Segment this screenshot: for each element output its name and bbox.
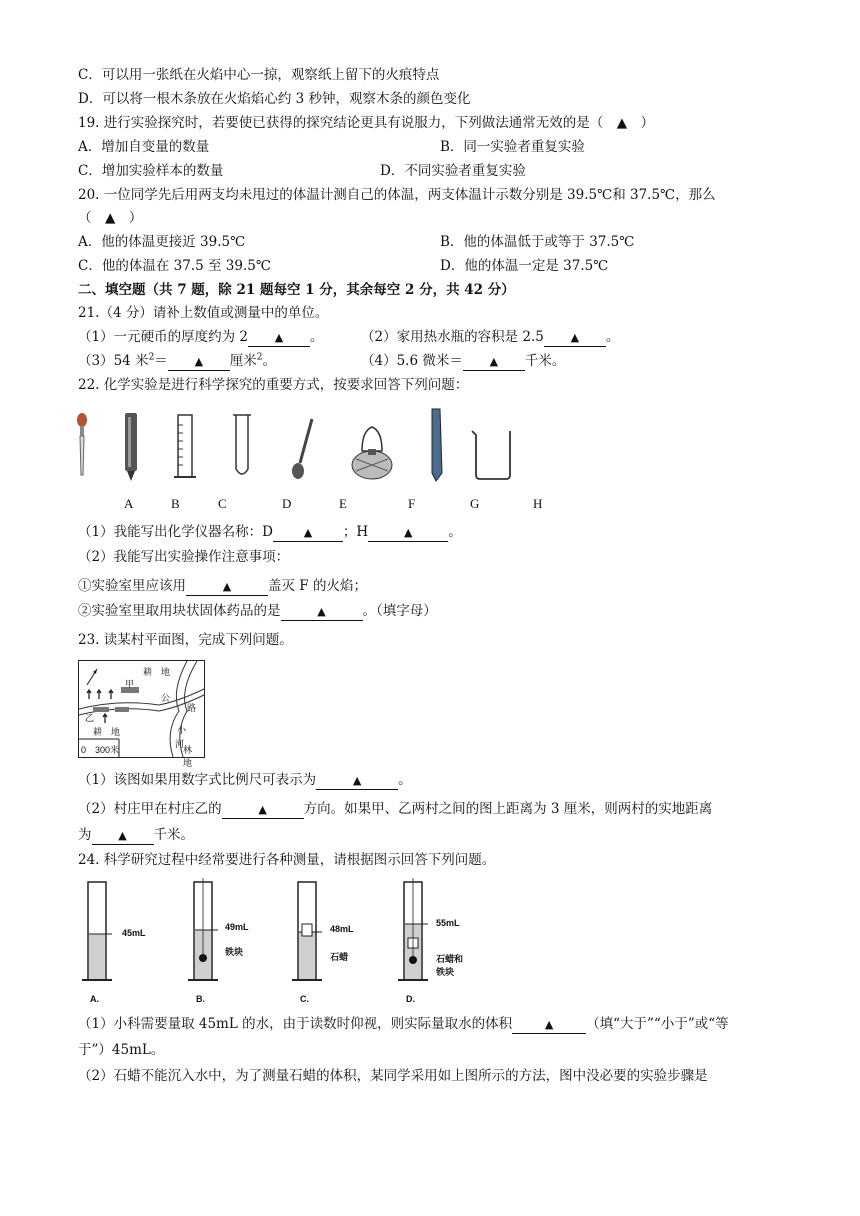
option-d: D．他的体温一定是 37.5℃ <box>440 258 609 274</box>
tweezers-icon <box>432 409 442 481</box>
option-c: C．他的体温在 37.5 至 39.5℃ <box>78 258 271 274</box>
question-22-2-b: ②实验室里取用块状固体药品的是 ▲ 。（填字母） <box>78 603 437 619</box>
cylinder-a <box>82 882 112 980</box>
map-label: 林 地 <box>183 745 202 768</box>
question-22-2: （2）我能写出实验操作注意事项： <box>78 549 290 565</box>
question-21-3: （3）54 米$^2$＝ ▲ 厘米$^2$。 <box>78 352 277 369</box>
cylinder-object: 铁块 <box>436 967 455 977</box>
question-21: 21.（4 分）请补上数值或测量中的单位。 <box>78 305 329 321</box>
cylinder-letter: D. <box>406 994 415 1004</box>
cylinder-reading: 49mL <box>225 922 249 932</box>
question-19: 19. 进行实验探究时，若要使已获得的探究结论更具有说服力，下列做法通常无效的是（ ▲ ） <box>78 115 655 131</box>
cylinder-object: 铁块 <box>225 947 244 957</box>
question-23-1: （1）该图如果用数字式比例尺可表示为 ▲ 。 <box>78 772 412 788</box>
answer-blank[interactable]: ▲ <box>273 524 343 542</box>
question-24: 24. 科学研究过程中经常要进行各种测量，请根据图示回答下列问题。 <box>78 852 496 868</box>
graduated-cylinder-icon <box>174 415 196 477</box>
option-text: C．可以用一张纸在火焰中心一掠，观察纸上留下的火痕特点 <box>78 67 440 83</box>
option-a: A．他的体温更接近 39.5℃ <box>78 234 246 250</box>
map-label: 路 <box>187 703 197 713</box>
question-21-4: （4）5.6 微米＝ ▲ 千米。 <box>361 353 566 369</box>
test-tube-icon <box>233 415 251 474</box>
answer-blank[interactable]: ▲ <box>92 827 154 845</box>
question-21-2: （2）家用热水瓶的容积是 2.5 ▲ 。 <box>361 329 620 345</box>
lab-instruments-figure <box>70 405 550 487</box>
question-24-1-cont: 于”）45mL。 <box>78 1042 165 1058</box>
instrument-label: D <box>282 496 292 511</box>
cylinder-reading: 48mL <box>330 924 354 934</box>
cylinder-reading: 45mL <box>122 928 146 938</box>
option-a: A．增加自变量的数量 <box>78 139 210 155</box>
instrument-label: A <box>124 496 134 511</box>
cylinder-reading: 55mL <box>436 918 460 928</box>
cylinder-d <box>398 878 428 980</box>
marker-pen-icon <box>125 413 137 481</box>
question-24-2: （2）石蜡不能沉入水中，为了测量石蜡的体积，某同学采用如上图所示的方法，图中没必要的实验步骤是 <box>78 1068 708 1084</box>
map-label: 甲 <box>125 679 135 689</box>
beaker-icon <box>472 431 510 479</box>
question-23: 23. 读某村平面图，完成下列问题。 <box>78 632 293 648</box>
option-text: D．可以将一根木条放在火焰焰心约 3 秒钟，观察木条的颜色变化 <box>78 91 471 107</box>
question-20: 20. 一位同学先后用两支均未甩过的体温计测自己的体温，两支体温计示数分别是 39.5℃和 37.5℃，那么 <box>78 187 716 203</box>
option-b: B．同一实验者重复实验 <box>440 139 585 155</box>
map-label: 耕 地 <box>93 727 121 737</box>
question-22: 22. 化学实验是进行科学探究的重要方式，按要求回答下列问题： <box>78 377 469 393</box>
answer-blank[interactable]: ▲ <box>544 329 606 347</box>
spoon-icon <box>292 419 312 479</box>
answer-blank[interactable]: ▲ <box>463 353 525 371</box>
question-24-1: （1）小科需要量取 45mL 的水，由于读数时仰视，则实际量取水的体积 ▲ （填“大于”“小于”或“等 <box>78 1016 729 1032</box>
question-22-2-a: ①实验室里应该用 ▲ 盖灭 F 的火焰； <box>78 578 367 594</box>
question-23-2: （2）村庄甲在村庄乙的 ▲ 方向。如果甲、乙两村之间的图上距离为 3 厘米，则两村的实地距离 <box>78 801 713 817</box>
answer-blank[interactable]: ▲ <box>168 353 230 371</box>
option-b: B．他的体温低于或等于 37.5℃ <box>440 234 635 250</box>
question-22-1: （1）我能写出化学仪器名称：D ▲ ；H ▲ 。 <box>78 524 462 540</box>
map-scale: 0 300米 <box>81 745 120 755</box>
cylinder-object: 石蜡和 <box>436 954 464 964</box>
map-label: 河 <box>175 739 185 749</box>
answer-blank[interactable]: ▲ <box>368 524 448 542</box>
cylinder-letter: B. <box>196 994 205 1004</box>
alcohol-lamp-icon <box>352 427 392 479</box>
instrument-label: C <box>218 496 227 511</box>
map-label: 耕 地 <box>143 667 171 677</box>
village-map <box>78 660 205 768</box>
answer-blank[interactable]: ▲ <box>316 772 398 790</box>
cylinder-letter: A. <box>90 994 99 1004</box>
section-heading: 二、填空题（共 7 题，除 21 题每空 1 分，其余每空 2 分，共 42 分） <box>78 282 515 298</box>
question-21-1: （1）一元硬币的厚度约为 2 ▲ 。 <box>78 329 324 345</box>
cylinder-b <box>188 878 218 980</box>
question-23-2-cont: 为 ▲ 千米。 <box>78 827 194 843</box>
answer-blank[interactable]: ▲ <box>222 801 304 819</box>
question-20-answer: （ ▲ ） <box>78 210 143 226</box>
option-c: C．增加实验样本的数量 <box>78 163 224 179</box>
map-label: 乙 <box>85 713 95 723</box>
instrument-label: E <box>339 496 347 511</box>
answer-blank[interactable]: ▲ <box>281 603 363 621</box>
cylinder-c <box>292 882 322 980</box>
option-d: D．不同实验者重复实验 <box>380 163 526 179</box>
instrument-label: F <box>408 496 416 511</box>
dropper-icon <box>77 413 87 475</box>
instrument-label: B <box>171 496 180 511</box>
map-label: 小 <box>177 725 187 735</box>
instrument-label: G <box>470 496 480 511</box>
answer-blank[interactable]: ▲ <box>512 1016 586 1034</box>
answer-blank[interactable]: ▲ <box>248 329 310 347</box>
instrument-label: H <box>533 496 543 511</box>
cylinder-letter: C. <box>300 994 309 1004</box>
answer-blank[interactable]: ▲ <box>186 578 268 596</box>
cylinder-object: 石蜡 <box>330 952 349 962</box>
map-label: 公 <box>161 693 171 703</box>
